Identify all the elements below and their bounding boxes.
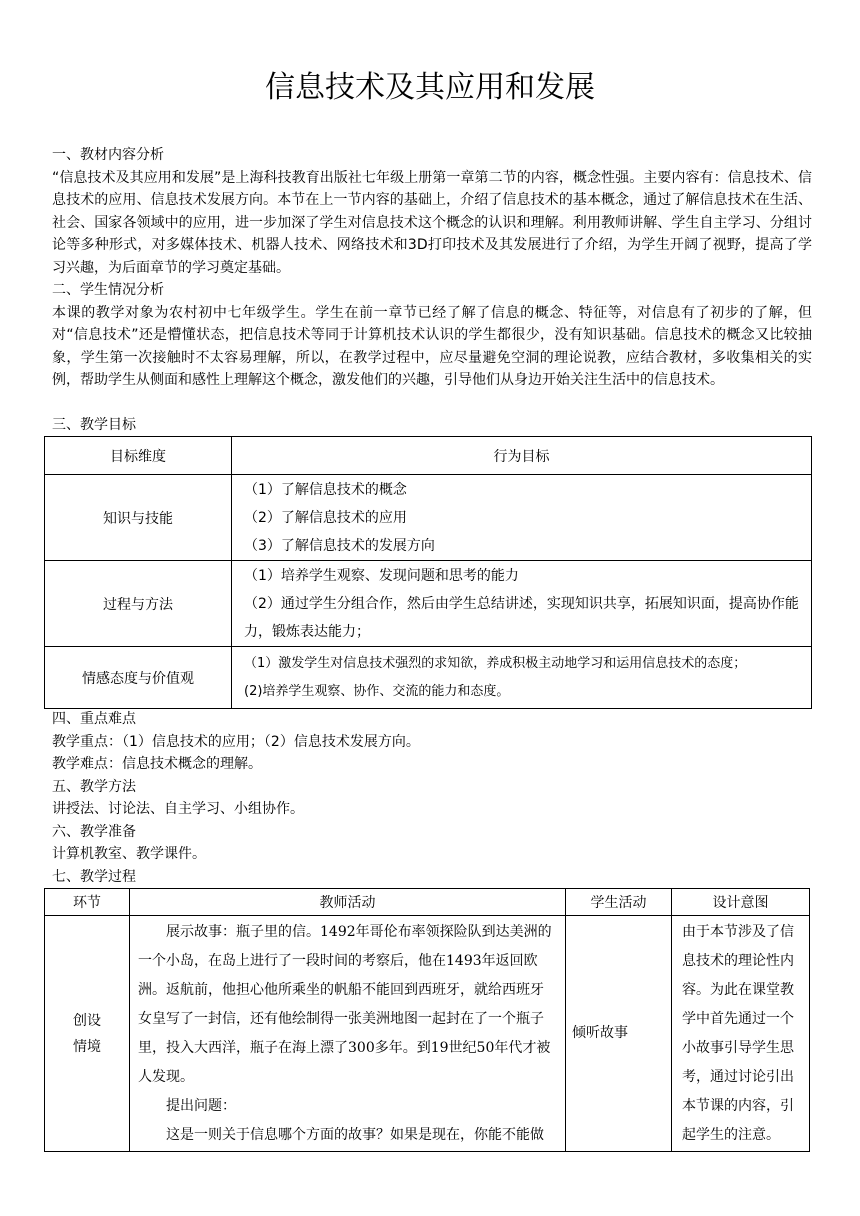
goal-dimension: 情感态度与价值观 bbox=[45, 647, 232, 709]
section-student-analysis bbox=[52, 279, 812, 392]
key-point: 教学重点：（1）信息技术的应用；（2）信息技术发展方向。 bbox=[52, 733, 420, 750]
section-material-analysis bbox=[52, 144, 812, 279]
table-header-cell: 学生活动 bbox=[566, 889, 672, 916]
goal-item: (2)培养学生观察、协作、交流的能力和态度。 bbox=[244, 683, 510, 699]
design-intent-cell: 由于本节涉及了信息技术的理论性内容。为此在课堂教学中首先通过一个小故事引导学生思考，通过讨论引出本节课的内容，引起学生的注意。 bbox=[672, 916, 810, 1152]
teacher-activity-cell bbox=[130, 916, 566, 1152]
section-heading: 七、教学过程 bbox=[52, 868, 136, 885]
table-header-row bbox=[45, 437, 812, 475]
table-row bbox=[45, 647, 812, 709]
table-header-cell: 设计意图 bbox=[672, 889, 810, 916]
section-heading: 一、教材内容分析 bbox=[52, 147, 164, 163]
goal-list bbox=[232, 475, 812, 561]
page-title: 信息技术及其应用和发展 bbox=[265, 70, 595, 105]
goal-item: （3）了解信息技术的发展方向 bbox=[244, 537, 435, 554]
difficult-point: 教学难点：信息技术概念的理解。 bbox=[52, 756, 262, 772]
goal-dimension: 知识与技能 bbox=[45, 475, 232, 561]
section-heading: 五、教学方法 bbox=[52, 778, 136, 795]
table-header-cell: 教师活动 bbox=[130, 889, 566, 916]
table-header-row bbox=[45, 889, 810, 916]
table-row bbox=[45, 475, 812, 561]
teacher-paragraph: 这是一则关于信息哪个方面的故事？如果是现在，你能不能做 bbox=[166, 1127, 544, 1143]
stage-label: 创设 bbox=[73, 1012, 101, 1029]
goal-item: （1）培养学生观察、发现问题和思考的能力 bbox=[244, 567, 519, 584]
table-header-cell: 环节 bbox=[45, 889, 130, 916]
goal-list bbox=[232, 647, 812, 709]
goal-item: （1）了解信息技术的概念 bbox=[244, 481, 407, 498]
stage-cell bbox=[45, 916, 130, 1152]
student-activity-cell: 倾听故事 bbox=[566, 916, 672, 1152]
goal-list bbox=[232, 561, 812, 647]
section-paragraph: 讲授法、讨论法、自主学习、小组协作。 bbox=[52, 801, 304, 817]
table-header-cell: 行为目标 bbox=[232, 437, 812, 475]
goal-item: （1）激发学生对信息技术强烈的求知欲，养成积极主动地学习和运用信息技术的态度； bbox=[244, 655, 747, 671]
section-paragraph: 计算机教室、教学课件。 bbox=[52, 846, 206, 862]
section-teaching-goals bbox=[52, 414, 812, 437]
section-heading: 六、教学准备 bbox=[52, 823, 136, 840]
process-table bbox=[44, 888, 810, 1152]
section-paragraph: 本课的教学对象为农村初中七年级学生。学生在前一章节已经了解了信息的概念、特征等，对信息有了初步的了解，但对“信息技术”还是懵懂状态，把信息技术等同于计算机技术认识的学生都很少，没有知识基础。信息技术的概念又比较抽象，学生第一次接触时不太容易理解，所以，在教学过程中，应尽量避免空洞的理论说教，应结合教材，多收集相关的实例，帮助学生从侧面和感性上理解这个概念，激发他们的兴趣，引导他们从身边开始关注生活中的信息技术。 bbox=[52, 304, 812, 388]
section-key-points bbox=[52, 708, 812, 888]
goal-item: （2）通过学生分组合作，然后由学生总结讲述，实现知识共享，拓展知识面，提高协作能力，锻炼表达能力； bbox=[244, 595, 799, 640]
stage-label: 情境 bbox=[73, 1038, 101, 1055]
goals-table bbox=[44, 436, 812, 709]
table-row bbox=[45, 916, 810, 1152]
table-header-cell: 目标维度 bbox=[45, 437, 232, 475]
section-heading: 二、学生情况分析 bbox=[52, 282, 164, 298]
section-heading: 三、教学目标 bbox=[52, 417, 136, 433]
goal-dimension: 过程与方法 bbox=[45, 561, 232, 647]
goal-item: （2）了解信息技术的应用 bbox=[244, 509, 407, 526]
teacher-paragraph: 提出问题： bbox=[166, 1098, 236, 1114]
section-heading: 四、重点难点 bbox=[52, 711, 136, 727]
section-paragraph: “信息技术及其应用和发展”是上海科技教育出版社七年级上册第一章第二节的内容，概念性强。主要内容有：信息技术、信息技术的应用、信息技术发展方向。本节在上一节内容的基础上，介绍了信息技术的基本概念，通过了解信息技术在生活、社会、国家各领域中的应用，进一步加深了学生对信息技术这个概念的认识和理解。利用教师讲解、学生自主学习、分组讨论等多种形式，对多媒体技术、机器人技术、网络技术和3D打印技术及其发展进行了介绍，为学生开阔了视野，提高了学习兴趣，为后面章节的学习奠定基础。 bbox=[52, 169, 812, 276]
teacher-paragraph: 展示故事：瓶子里的信。1492年哥伦布率领探险队到达美洲的一个小岛，在岛上进行了一段时间的考察后，他在1493年返回欧洲。返航前，他担心他所乘坐的帆船不能回到西班牙，就给西班牙女皇写了一封信，还有他绘制得一张美洲地图一起封在了一个瓶子里，投入大西洋，瓶子在海上漂了300多年。到19世纪50年代才被人发现。 bbox=[138, 924, 552, 1085]
table-row bbox=[45, 561, 812, 647]
